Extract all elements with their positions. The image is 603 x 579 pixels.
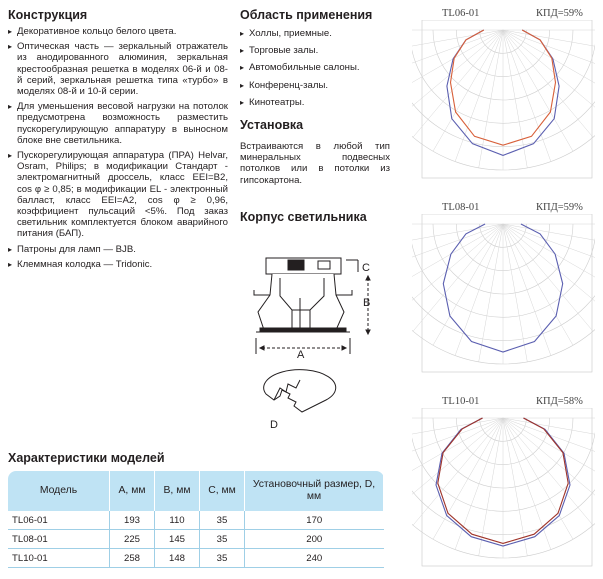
col-header-d: Установочный размер, D, мм: [245, 471, 384, 511]
list-item: ▸ Для уменьшения весовой нагрузки на потолок предусмотрена возможность разместить пускорегулирующую аппаратуру в выносном блоке вне светильника.: [8, 101, 228, 146]
table-row: [8, 530, 384, 549]
cell-b: 148: [155, 549, 200, 568]
col-header-a: A, мм: [110, 471, 155, 511]
table-header-row: [8, 471, 384, 511]
table-row: [8, 511, 384, 530]
cell-model: TL10-01: [8, 549, 110, 568]
dim-c-label: C: [362, 262, 370, 274]
cell-model: TL08-01: [8, 530, 110, 549]
application-section: [240, 8, 390, 224]
construction-title: Конструкция: [8, 8, 88, 22]
chart-title: TL06-01: [442, 8, 480, 19]
models-table-section: [8, 451, 388, 568]
col-header-model: Модель: [8, 471, 110, 511]
cell-d: 240: [245, 549, 384, 568]
table-row: [8, 549, 384, 568]
cell-c: 35: [200, 549, 245, 568]
models-table: [8, 471, 384, 568]
list-item: ▸ Пускорегулирующая аппаратура (ПРА) Helvar, Osram, Philips; в модификации Стандарт - электромагнитный дроссель, класс EEI=B2, cos φ ≥ 0,85; в модификации EL - электронный балласт, класс EEI=A2, cos φ ≥ 0,96, коэффициент пульсаций <5%. Под заказ светильник комплектуется блоком аварийного питания (БАП).: [8, 150, 228, 240]
col-header-b: B, мм: [155, 471, 200, 511]
cell-model: TL06-01: [8, 511, 110, 530]
list-item: ▸ Кинотеатры.: [240, 96, 305, 108]
polar-plot: [412, 408, 595, 578]
list-item: ▸ Оптическая часть — зеркальный отражатель из анодированного алюминия, зеркальная крестообразная решетка в моделях 06-й и 08-й серий, зеркальная решетка типа «турбо» в моделях 08-й и 10-й серии.: [8, 41, 228, 98]
cell-a: 225: [110, 530, 155, 549]
cell-a: 258: [110, 549, 155, 568]
list-item: ▸ Автомобильные салоны.: [240, 62, 360, 74]
chart-efficiency: КПД=59%: [536, 202, 583, 213]
chart-title: TL08-01: [442, 202, 480, 213]
application-list: [240, 28, 390, 108]
list-item: ▸ Декоративное кольцо белого цвета.: [8, 26, 177, 37]
dim-a-label: A: [297, 349, 305, 361]
dim-b-label: B: [363, 297, 371, 309]
cell-a: 193: [110, 511, 155, 530]
polar-plot: [412, 214, 595, 386]
polar-chart-tl06: [412, 8, 595, 193]
list-item: ▸ Патроны для ламп — BJB.: [8, 243, 136, 255]
chart-efficiency: КПД=59%: [536, 8, 583, 19]
list-item: ▸ Торговые залы.: [240, 45, 319, 57]
list-item: ▸ Холлы, приемные.: [240, 28, 332, 39]
cell-c: 35: [200, 530, 245, 549]
construction-list: [8, 26, 228, 270]
construction-section: [8, 8, 228, 274]
cell-c: 35: [200, 511, 245, 530]
application-title: Область применения: [240, 8, 373, 22]
cell-b: 145: [155, 530, 200, 549]
installation-title: Установка: [240, 118, 304, 133]
chart-title: TL10-01: [442, 396, 480, 407]
table-title: Характеристики моделей: [8, 451, 165, 465]
polar-chart-tl10: [412, 396, 595, 576]
housing-title: Корпус светильника: [240, 209, 367, 224]
col-header-c: C, мм: [200, 471, 245, 511]
cell-d: 170: [245, 511, 384, 530]
list-item: ▸ Конференц-залы.: [240, 79, 329, 91]
housing-drawing: [240, 250, 390, 430]
list-item: ▸ Клеммная колодка — Tridonic.: [8, 258, 153, 270]
installation-text: Встраиваются в любой тип минеральных подвесных потолков или в потолки из гипсокартона.: [240, 141, 390, 186]
cell-b: 110: [155, 511, 200, 530]
dim-d-label: D: [270, 419, 278, 430]
polar-plot: [412, 20, 595, 192]
chart-efficiency: КПД=58%: [536, 396, 583, 407]
polar-chart-tl08: [412, 202, 595, 387]
cell-d: 200: [245, 530, 384, 549]
